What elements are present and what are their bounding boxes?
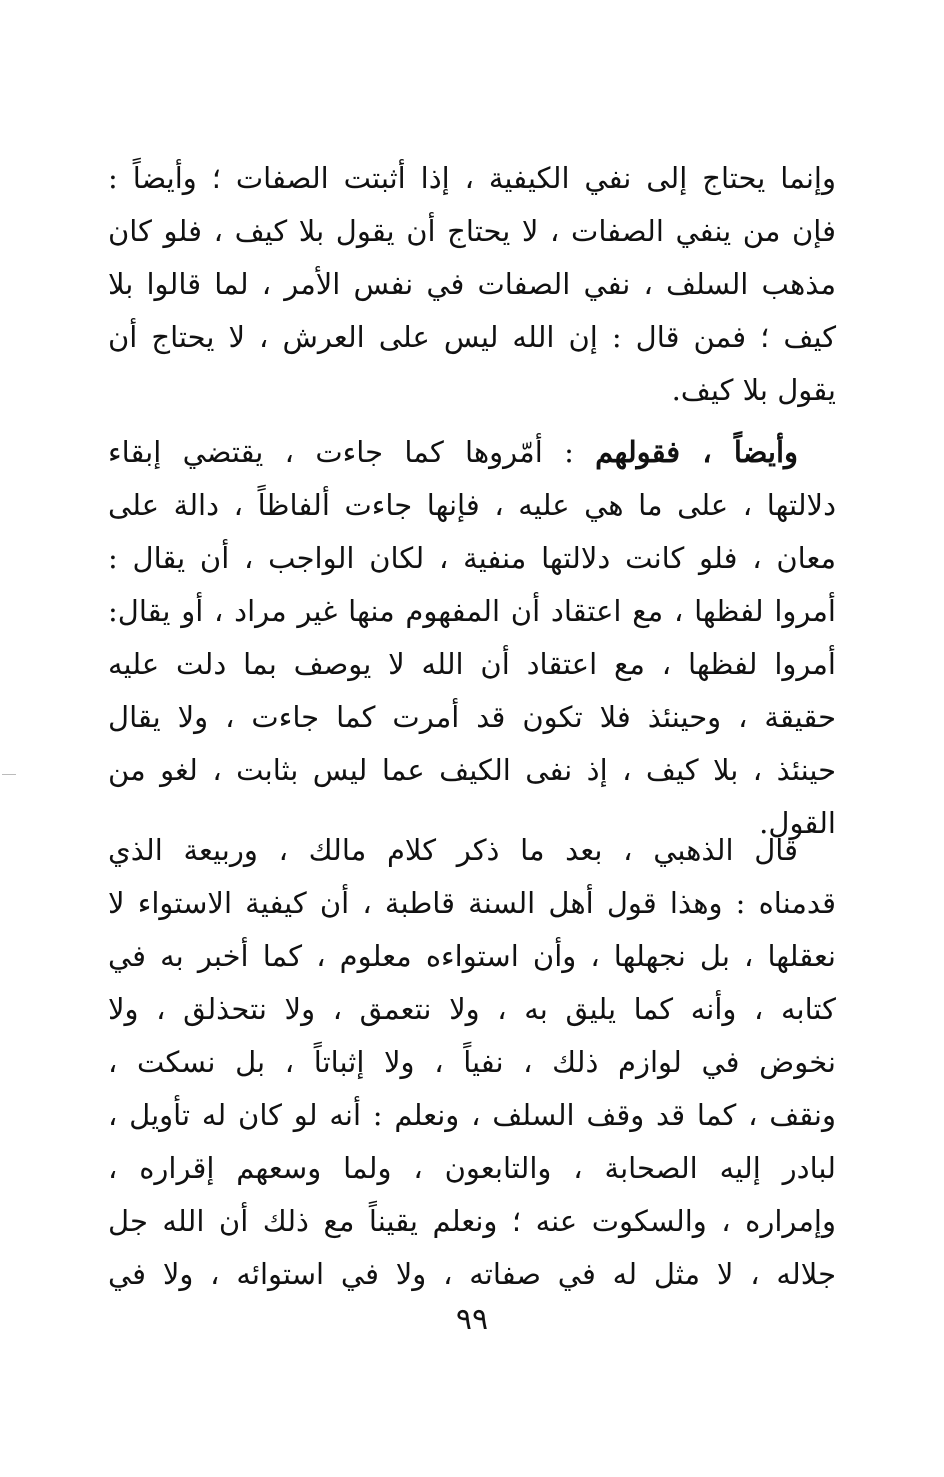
bold-lead: وأيضاً ، فقولهم bbox=[595, 435, 799, 469]
text-line: كتابه ، وأنه كما يليق به ، ولا نتعمق ، ولا نتحذلق ، ولا bbox=[108, 992, 836, 1026]
text-line: جلاله ، لا مثل له في صفاته ، ولا في استوائه ، ولا في bbox=[108, 1257, 836, 1291]
text-line: مذهب السلف ، نفي الصفات في نفس الأمر ، لما قالوا بلا bbox=[108, 267, 836, 301]
paragraph-2 bbox=[108, 426, 836, 850]
text-line: أمروا لفظها ، مع اعتقاد أن الله لا يوصف بما دلت عليه bbox=[108, 647, 836, 681]
text-line: حينئذ ، بلا كيف ، إذ نفى الكيف عما ليس بثابت ، لغو من bbox=[108, 753, 836, 787]
margin-mark bbox=[2, 774, 16, 775]
text-line: نعقلها ، بل نجهلها ، وأن استواءه معلوم ، كما أخبر به في bbox=[108, 939, 836, 973]
first-line-rest: : أمّروها كما جاءت ، يقتضي إبقاء bbox=[108, 435, 596, 469]
text-line: معان ، فلو كانت دلالتها منفية ، لكان الواجب ، أن يقال : bbox=[108, 541, 836, 575]
text-line: يقول بلا كيف. bbox=[671, 373, 836, 407]
text-line: حقيقة ، وحينئذ فلا تكون قد أمرت كما جاءت ، ولا يقال bbox=[108, 700, 836, 734]
text-line: أمروا لفظها ، مع اعتقاد أن المفهوم منها غير مراد ، أو يقال: bbox=[108, 594, 836, 628]
text-line: ونقف ، كما قد وقف السلف ، ونعلم : أنه لو كان له تأويل ، bbox=[108, 1098, 836, 1132]
page-number: ٩٩ bbox=[455, 1302, 489, 1337]
text-line: وإمراره ، والسكوت عنه ؛ ونعلم يقيناً مع ذلك أن الله جل bbox=[108, 1204, 836, 1238]
text-line: دلالتها ، على ما هي عليه ، فإنها جاءت ألفاظاً ، دالة على bbox=[108, 488, 836, 522]
text-line: فإن من ينفي الصفات ، لا يحتاج أن يقول بلا كيف ، فلو كان bbox=[108, 214, 836, 248]
text-line: قدمناه : وهذا قول أهل السنة قاطبة ، أن كيفية الاستواء لا bbox=[108, 886, 836, 920]
text-line: وإنما يحتاج إلى نفي الكيفية ، إذا أثبتت الصفات ؛ وأيضاً : bbox=[108, 161, 836, 195]
text-line: لبادر إليه الصحابة ، والتابعون ، ولما وسعهم إقراره ، bbox=[108, 1151, 836, 1185]
text-line: كيف ؛ فمن قال : إن الله ليس على العرش ، لا يحتاج أن bbox=[108, 320, 836, 354]
text-line: نخوض في لوازم ذلك ، نفياً ، ولا إثباتاً ، بل نسكت ، bbox=[108, 1045, 836, 1079]
text-line: القول. bbox=[759, 806, 836, 840]
paragraph-2-first-line bbox=[108, 426, 836, 479]
text-line: قال الذهبي ، بعد ما ذكر كلام مالك ، وربيعة الذي bbox=[108, 833, 798, 867]
paragraph-1 bbox=[108, 152, 836, 417]
paragraph-3 bbox=[108, 824, 836, 1301]
